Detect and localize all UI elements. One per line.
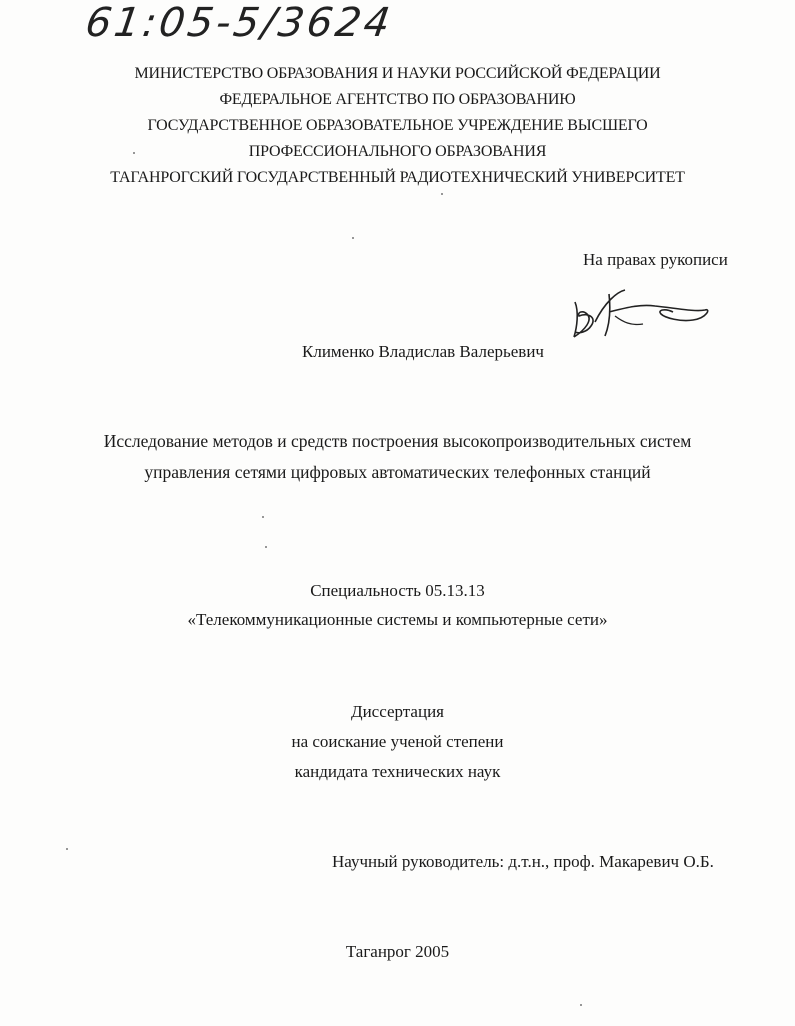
header-institution-type-cont: ПРОФЕССИОНАЛЬНОГО ОБРАЗОВАНИЯ xyxy=(248,143,547,160)
scan-speck xyxy=(441,193,443,195)
header-ministry: МИНИСТЕРСТВО ОБРАЗОВАНИЯ И НАУКИ РОССИЙСКОЙ ФЕДЕРАЦИИ xyxy=(134,65,661,82)
header-agency: ФЕДЕРАЛЬНОЕ АГЕНТСТВО ПО ОБРАЗОВАНИЮ xyxy=(219,91,576,108)
signature-image xyxy=(565,282,715,344)
archive-code-handwritten: 61:05-5/3624 xyxy=(82,0,396,46)
scan-speck xyxy=(265,546,267,548)
degree-line-3: кандидата технических наук xyxy=(294,762,501,781)
author-name: Клименко Владислав Валерьевич xyxy=(302,342,544,361)
specialty-name: «Телекоммуникационные системы и компьютерные сети» xyxy=(187,610,608,629)
manuscript-note: На правах рукописи xyxy=(583,250,728,269)
header-institution-type: ГОСУДАРСТВЕННОЕ ОБРАЗОВАТЕЛЬНОЕ УЧРЕЖДЕНИЕ ВЫСШЕГО xyxy=(147,117,648,134)
scan-speck xyxy=(66,848,68,850)
dissertation-title-line-2: управления сетями цифровых автоматических телефонных станций xyxy=(144,462,651,482)
dissertation-title-line-1: Исследование методов и средств построения высокопроизводительных систем xyxy=(103,431,692,451)
scan-speck xyxy=(262,516,264,518)
scan-speck xyxy=(133,152,135,154)
header-university: ТАГАНРОГСКИЙ ГОСУДАРСТВЕННЫЙ РАДИОТЕХНИЧЕСКИЙ УНИВЕРСИТЕТ xyxy=(110,169,685,186)
specialty-code: Специальность 05.13.13 xyxy=(310,581,485,600)
scan-speck xyxy=(352,237,354,239)
degree-line-1: Диссертация xyxy=(350,702,444,721)
scan-speck xyxy=(580,1004,582,1006)
degree-line-2: на соискание ученой степени xyxy=(291,732,504,751)
scientific-supervisor: Научный руководитель: д.т.н., проф. Макаревич О.Б. xyxy=(332,852,714,871)
city-year: Таганрог 2005 xyxy=(345,942,450,961)
